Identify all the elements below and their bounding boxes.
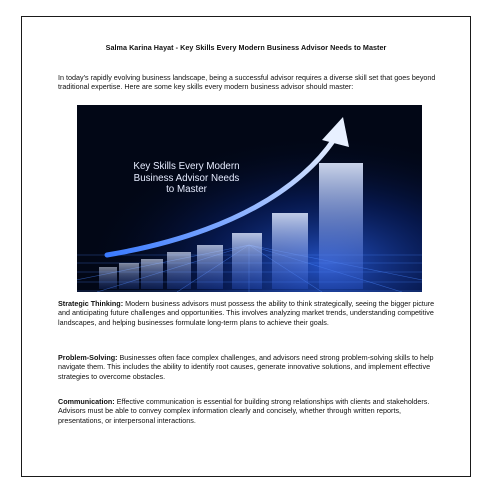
hero-image — [77, 105, 422, 292]
section-body: Effective communication is essential for building strong relationships with clients and stakeholders. Advisors must be able to convey complex information clearly and concisely, whether through written reports, presentations, or interpersonal interactions. — [58, 397, 430, 425]
hero-caption: Key Skills Every Modern Business Advisor Needs to Master — [133, 161, 240, 196]
section-heading: Communication: — [58, 397, 115, 406]
growth-chart-illustration — [77, 105, 422, 292]
section-body: Modern business advisors must possess the ability to think strategically, seeing the bigger picture and anticipating future challenges and opportunities. This involves analyzing market trends, understanding competitive landscapes, and helping businesses formulate long-term plans to achieve their goals. — [58, 299, 435, 327]
section-heading: Strategic Thinking: — [58, 299, 124, 308]
section-heading: Problem-Solving: — [58, 353, 118, 362]
section-problem-solving — [58, 353, 444, 381]
intro-paragraph: In today’s rapidly evolving business landscape, being a successful advisor requires a diverse skill set that goes beyond traditional expertise. Here are some key skills every modern business advisor should master: — [58, 73, 436, 92]
section-strategic-thinking — [58, 299, 444, 327]
page-title: Salma Karina Hayat - Key Skills Every Modern Business Advisor Needs to Master — [105, 43, 387, 52]
document-page — [21, 16, 471, 477]
section-body: Businesses often face complex challenges, and advisors need strong problem-solving skills to help navigate them. This includes the ability to identify root causes, generate innovative solutions, and implement effective strategies to overcome obstacles. — [58, 353, 434, 381]
section-communication — [58, 397, 444, 425]
